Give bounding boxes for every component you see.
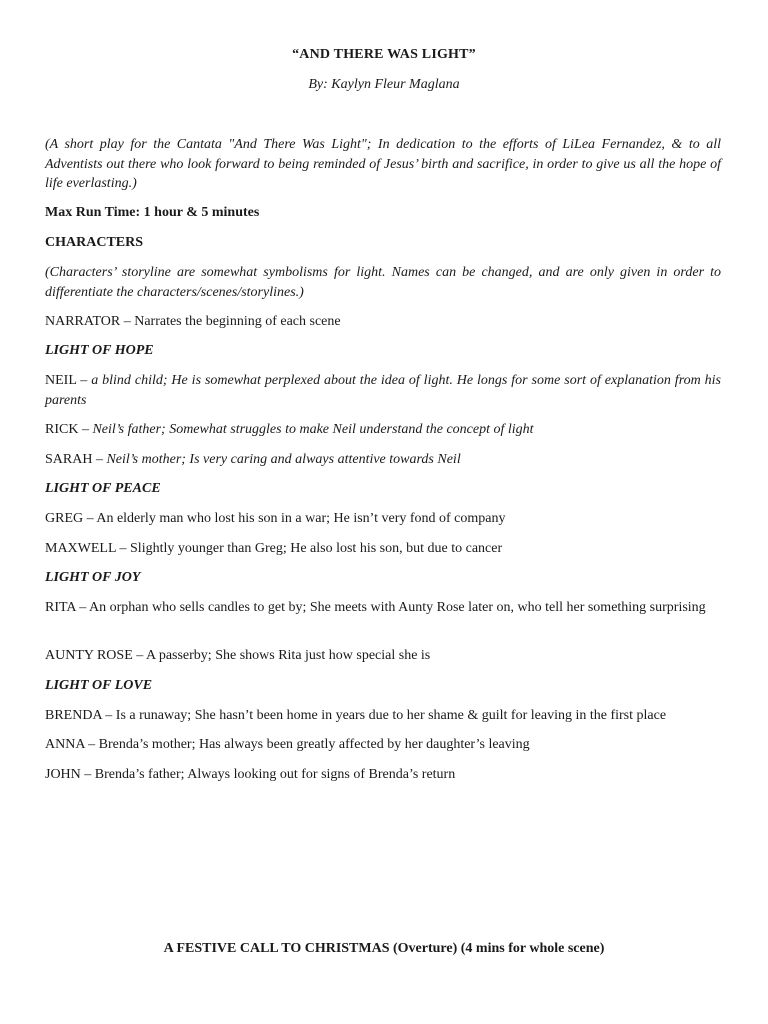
characters-note: (Characters’ storyline are somewhat symbolisms for light. Names can be changed, and are only given in order to differentiate the characters/scenes/storylines.) [45, 265, 721, 300]
character-brenda: BRENDA – Is a runaway; She hasn’t been home in years due to her shame & guilt for leaving in the first place [45, 708, 667, 723]
author-line: By: Kaylyn Fleur Maglana [308, 77, 460, 92]
scene-title: A FESTIVE CALL TO CHRISTMAS (Overture) (4 mins for whole scene) [163, 941, 605, 956]
character-name: RICK – [45, 422, 93, 437]
play-title: “AND THERE WAS LIGHT” [292, 47, 476, 62]
character-sarah [45, 450, 721, 470]
run-time: Max Run Time: 1 hour & 5 minutes [45, 205, 260, 220]
section-heading-hope: LIGHT OF HOPE [45, 343, 154, 358]
character-rita: RITA – An orphan who sells candles to get by; She meets with Aunty Rose later on, who tell her something surprising [45, 600, 706, 615]
character-anna: ANNA – Brenda’s mother; Has always been greatly affected by her daughter’s leaving [45, 737, 530, 752]
character-name: NARRATOR [45, 314, 121, 329]
character-description: Neil’s mother; Is very caring and always attentive towards Neil [106, 452, 461, 467]
character-name: NEIL – [45, 373, 92, 388]
section-heading-love: LIGHT OF LOVE [45, 678, 153, 693]
character-rick [45, 420, 721, 440]
character-aunty-rose: AUNTY ROSE – A passerby; She shows Rita just how special she is [45, 648, 431, 663]
character-neil [45, 371, 721, 410]
character-maxwell: MAXWELL – Slightly younger than Greg; He also lost his son, but due to cancer [45, 541, 503, 556]
character-narrator [45, 312, 721, 332]
characters-heading: CHARACTERS [45, 235, 144, 250]
character-description: a blind child; He is somewhat perplexed about the idea of light. He longs for some sort of explanation from his parents [45, 373, 721, 408]
dedication-paragraph: (A short play for the Cantata "And There Was Light"; In dedication to the efforts of LiLea Fernandez, & to all Adventists out there who look forward to being reminded of Jesus’ birth and sacrifice, in order to give us all the hope of life everlasting.) [45, 137, 721, 191]
section-heading-joy: LIGHT OF JOY [45, 570, 141, 585]
character-description: Neil’s father; Somewhat struggles to make Neil understand the concept of light [92, 422, 534, 437]
section-heading-peace: LIGHT OF PEACE [45, 481, 161, 496]
character-john: JOHN – Brenda’s father; Always looking out for signs of Brenda’s return [45, 767, 456, 782]
character-description: – Narrates the beginning of each scene [120, 314, 341, 329]
character-greg: GREG – An elderly man who lost his son in a war; He isn’t very fond of company [45, 511, 506, 526]
character-name: SARAH – [45, 452, 107, 467]
